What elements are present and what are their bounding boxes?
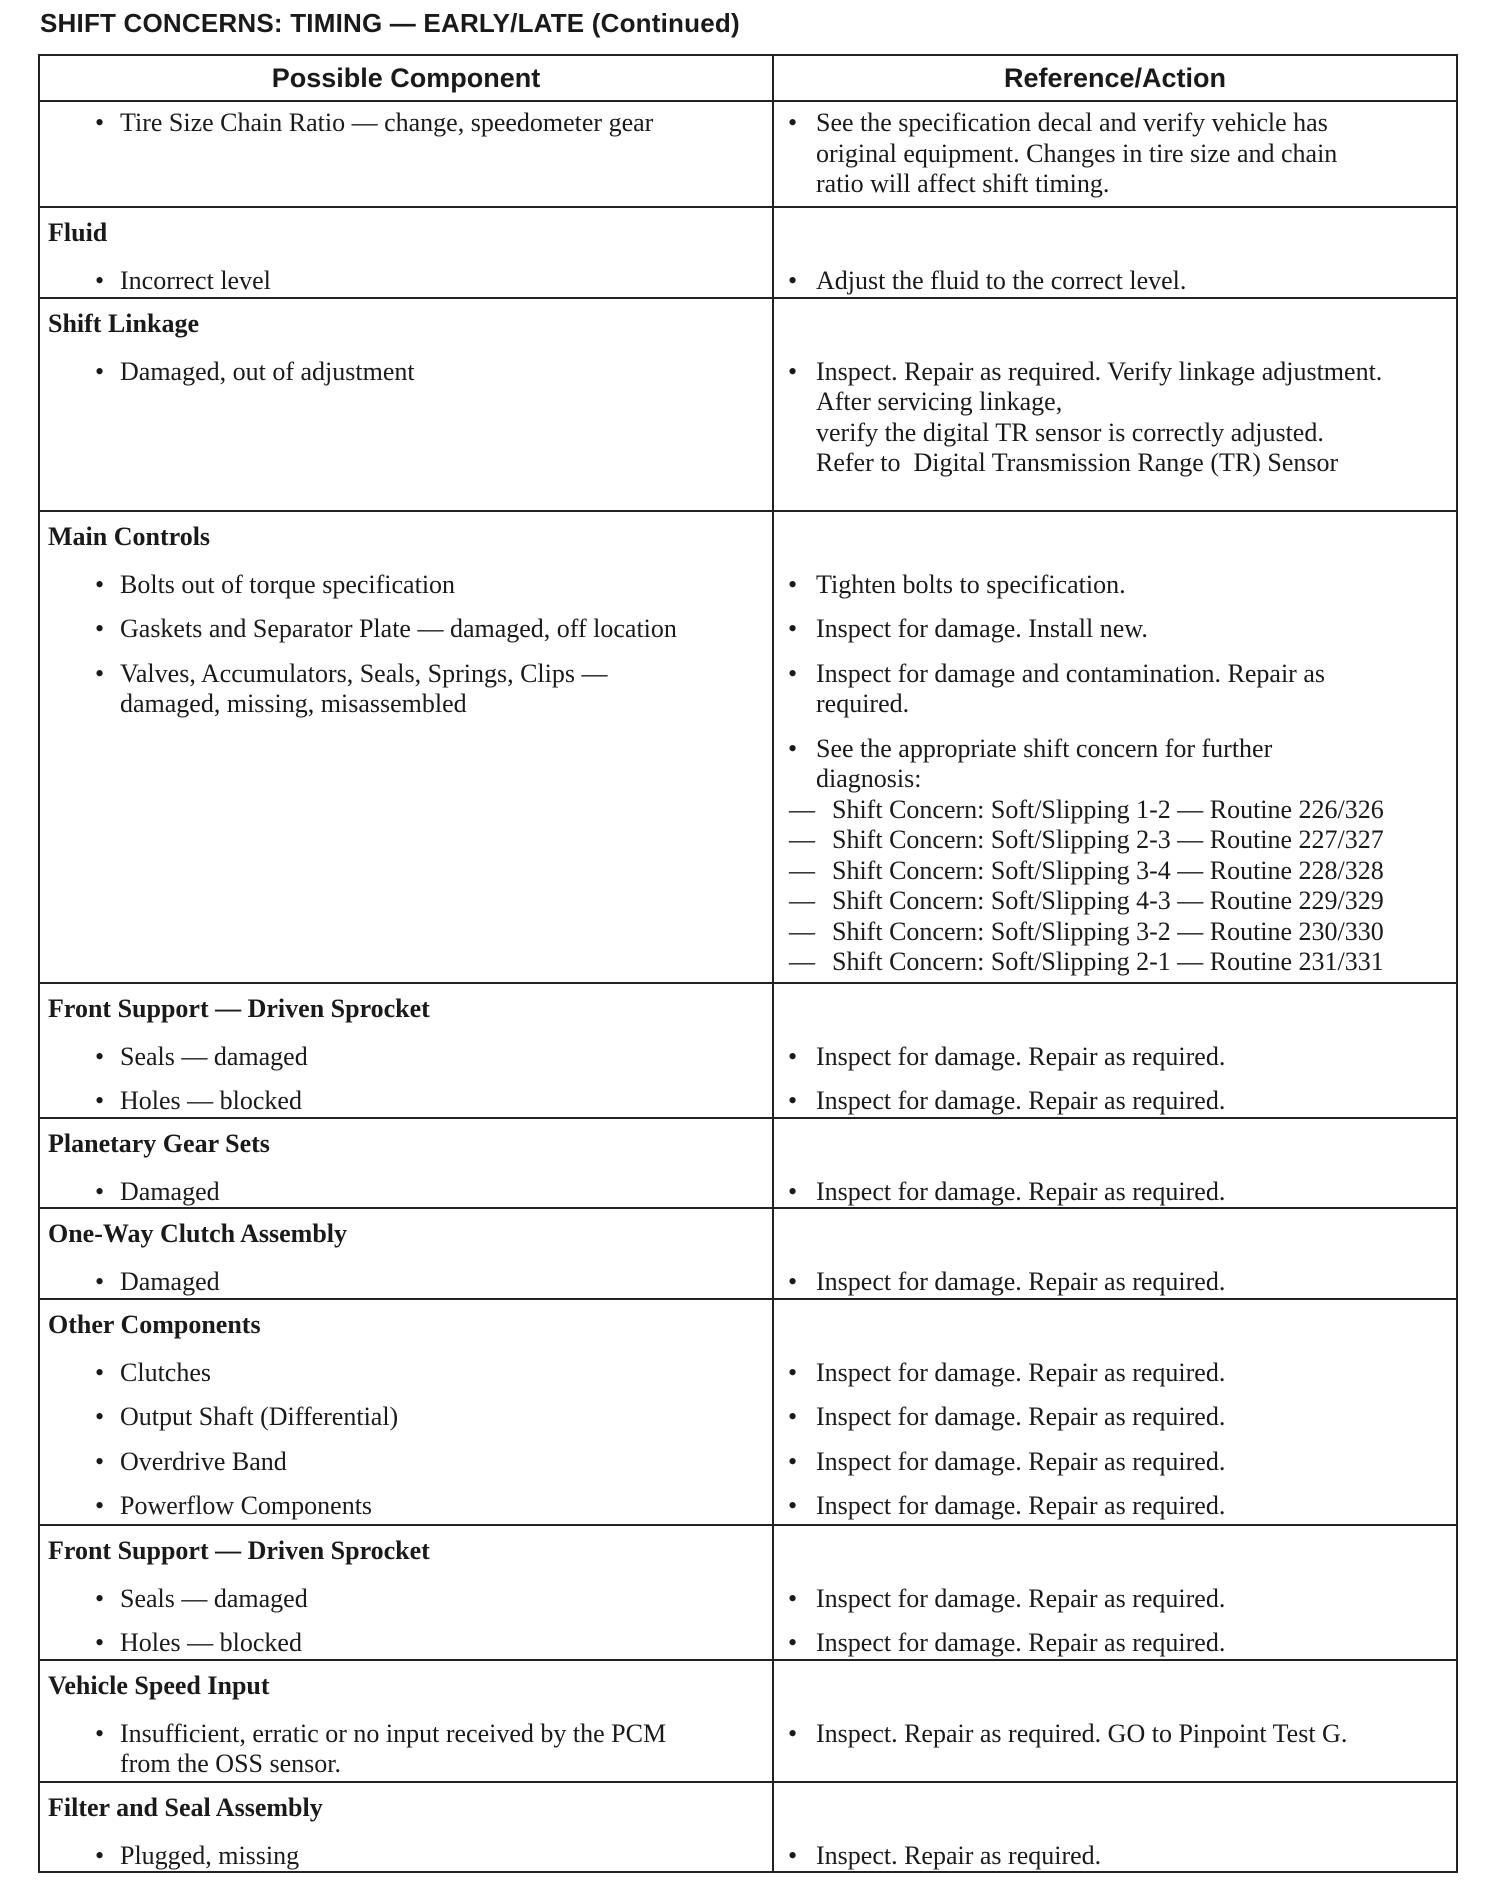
action-cell xyxy=(773,101,1457,207)
component-line: Insufficient, erratic or no input received by the PCM xyxy=(120,1718,667,1748)
bullet: • xyxy=(788,108,798,137)
component-cell xyxy=(39,1525,773,1660)
table-row xyxy=(39,1660,1457,1782)
bullet: • xyxy=(95,1583,105,1613)
component-item xyxy=(40,1402,772,1433)
component-item xyxy=(40,357,772,388)
routine-text: Shift Concern: Soft/Slipping 3-2 — Routine 230/330 xyxy=(832,916,1384,946)
group-heading: Main Controls xyxy=(48,521,211,551)
action-cell xyxy=(773,983,1457,1118)
action-text: Inspect for damage. Install new. xyxy=(816,614,1148,643)
action-line: required. xyxy=(816,689,910,718)
component-text: Clutches xyxy=(120,1357,211,1387)
component-cell xyxy=(39,101,773,207)
dash: — xyxy=(789,947,815,976)
component-text: Incorrect level xyxy=(120,266,271,295)
action-cell xyxy=(773,1299,1457,1525)
bullet: • xyxy=(95,1176,105,1206)
component-item xyxy=(40,1086,772,1117)
bullet: • xyxy=(95,108,105,137)
component-item xyxy=(40,1491,772,1522)
group-heading: Front Support — Driven Sprocket xyxy=(48,1535,430,1565)
table-row xyxy=(39,1525,1457,1660)
bullet: • xyxy=(95,569,105,599)
action-item xyxy=(774,734,1456,795)
action-cell xyxy=(773,1782,1457,1873)
routine-ref xyxy=(774,825,1456,856)
action-item xyxy=(774,659,1456,720)
routine-ref xyxy=(774,947,1456,978)
dash: — xyxy=(789,916,815,946)
component-text: Powerflow Components xyxy=(120,1491,373,1520)
bullet: • xyxy=(95,1402,105,1431)
action-item xyxy=(774,108,1456,200)
action-item xyxy=(774,1177,1456,1208)
action-line: diagnosis: xyxy=(816,764,922,793)
action-line: After servicing linkage, xyxy=(816,387,1063,416)
bullet: • xyxy=(95,356,105,386)
component-text: Seals — damaged xyxy=(120,1583,308,1613)
component-text: Output Shaft (Differential) xyxy=(120,1402,399,1431)
component-item xyxy=(40,1628,772,1659)
table-row xyxy=(39,101,1457,207)
component-item xyxy=(40,659,772,720)
bullet: • xyxy=(788,1718,798,1748)
action-line: original equipment. Changes in tire size and chain xyxy=(816,138,1338,168)
component-line: Valves, Accumulators, Seals, Springs, Clips — xyxy=(120,658,608,688)
action-line: ratio will affect shift timing. xyxy=(816,169,1110,198)
table-row xyxy=(39,1118,1457,1209)
action-line: Inspect. Repair as required. Verify linkage adjustment. xyxy=(816,356,1383,386)
bullet: • xyxy=(788,733,798,763)
column-header-action: Reference/Action xyxy=(773,55,1457,101)
component-item xyxy=(40,1584,772,1615)
action-text: Inspect for damage. Repair as required. xyxy=(816,1267,1226,1296)
table-header-row xyxy=(39,55,1457,101)
page-title: SHIFT CONCERNS: TIMING — EARLY/LATE (Continued) xyxy=(40,8,740,38)
component-item xyxy=(40,614,772,645)
bullet: • xyxy=(95,1491,105,1520)
action-item xyxy=(774,1719,1456,1750)
component-text: Tire Size Chain Ratio — change, speedometer gear xyxy=(120,108,654,137)
bullet: • xyxy=(95,1086,105,1115)
routine-text: Shift Concern: Soft/Slipping 2-1 — Routine 231/331 xyxy=(832,947,1384,976)
action-cell xyxy=(773,1525,1457,1660)
column-header-component: Possible Component xyxy=(39,55,773,101)
action-item xyxy=(774,1584,1456,1615)
group-heading: Front Support — Driven Sprocket xyxy=(48,993,430,1023)
bullet: • xyxy=(788,266,798,295)
action-item xyxy=(774,266,1456,297)
component-text: Gaskets and Separator Plate — damaged, off location xyxy=(120,614,677,643)
table-row xyxy=(39,983,1457,1118)
table-row xyxy=(39,1299,1457,1525)
component-item xyxy=(40,1267,772,1298)
component-item xyxy=(40,1042,772,1073)
action-line: See the specification decal and verify vehicle has xyxy=(816,108,1328,137)
bullet: • xyxy=(788,1583,798,1613)
action-cell xyxy=(773,298,1457,511)
action-text: Inspect. Repair as required. GO to Pinpoint Test G. xyxy=(816,1718,1348,1748)
action-text: Inspect for damage. Repair as required. xyxy=(816,1446,1226,1476)
component-cell xyxy=(39,298,773,511)
routine-ref xyxy=(774,917,1456,948)
table-row xyxy=(39,1782,1457,1873)
action-text: Inspect for damage. Repair as required. xyxy=(816,1491,1226,1520)
component-item xyxy=(40,108,772,139)
component-text: Damaged xyxy=(120,1267,220,1296)
group-heading: Fluid xyxy=(48,218,108,247)
component-cell xyxy=(39,511,773,983)
bullet: • xyxy=(788,356,798,386)
component-cell xyxy=(39,1299,773,1525)
component-item xyxy=(40,570,772,601)
table-row xyxy=(39,1208,1457,1299)
action-item xyxy=(774,614,1456,645)
group-heading: Vehicle Speed Input xyxy=(48,1670,270,1700)
bullet: • xyxy=(788,1840,798,1870)
action-item xyxy=(774,1402,1456,1433)
bullet: • xyxy=(788,1086,798,1115)
routine-text: Shift Concern: Soft/Slipping 3-4 — Routine 228/328 xyxy=(832,855,1384,885)
bullet: • xyxy=(95,266,105,295)
action-line: Inspect for damage and contamination. Repair as xyxy=(816,658,1325,688)
action-text: Inspect for damage. Repair as required. xyxy=(816,1357,1226,1387)
action-text: Inspect for damage. Repair as required. xyxy=(816,1086,1226,1115)
component-cell xyxy=(39,1118,773,1209)
action-cell xyxy=(773,1118,1457,1209)
component-text: Overdrive Band xyxy=(120,1446,287,1476)
group-heading: Planetary Gear Sets xyxy=(48,1128,270,1158)
bullet: • xyxy=(788,1357,798,1387)
diagnosis-table xyxy=(38,54,1458,1873)
action-line: See the appropriate shift concern for further xyxy=(816,733,1273,763)
bullet: • xyxy=(788,1491,798,1520)
action-cell xyxy=(773,1660,1457,1782)
bullet: • xyxy=(95,1628,105,1657)
bullet: • xyxy=(95,1041,105,1071)
routine-ref xyxy=(774,886,1456,917)
bullet: • xyxy=(788,1041,798,1071)
routine-text: Shift Concern: Soft/Slipping 1-2 — Routine 226/326 xyxy=(832,794,1384,824)
action-text: Inspect for damage. Repair as required. xyxy=(816,1583,1226,1613)
action-cell xyxy=(773,511,1457,983)
component-text: Plugged, missing xyxy=(120,1840,300,1870)
component-item xyxy=(40,266,772,297)
component-cell xyxy=(39,1782,773,1873)
group-heading: Other Components xyxy=(48,1309,261,1339)
action-item xyxy=(774,1086,1456,1117)
component-cell xyxy=(39,1208,773,1299)
component-item xyxy=(40,1841,772,1872)
dash: — xyxy=(789,794,815,824)
bullet: • xyxy=(95,1718,105,1748)
bullet: • xyxy=(788,569,798,599)
action-text: Tighten bolts to specification. xyxy=(816,569,1126,599)
component-cell xyxy=(39,983,773,1118)
component-line: damaged, missing, misassembled xyxy=(120,689,467,718)
action-item xyxy=(774,1358,1456,1389)
action-line: Refer to Digital Transmission Range (TR) Sensor xyxy=(816,448,1339,477)
bullet: • xyxy=(788,1628,798,1657)
action-cell xyxy=(773,1208,1457,1299)
group-heading: Filter and Seal Assembly xyxy=(48,1792,323,1822)
action-cell xyxy=(773,207,1457,298)
action-text: Inspect for damage. Repair as required. xyxy=(816,1041,1226,1071)
group-heading: Shift Linkage xyxy=(48,308,199,338)
bullet: • xyxy=(788,614,798,643)
component-text: Damaged xyxy=(120,1176,220,1206)
action-text: Adjust the fluid to the correct level. xyxy=(816,266,1187,295)
bullet: • xyxy=(95,1267,105,1296)
bullet: • xyxy=(95,1840,105,1870)
bullet: • xyxy=(95,658,105,688)
action-text: Inspect. Repair as required. xyxy=(816,1840,1102,1870)
dash: — xyxy=(789,855,815,885)
component-text: Holes — blocked xyxy=(120,1628,302,1657)
action-text: Inspect for damage. Repair as required. xyxy=(816,1176,1226,1206)
action-item xyxy=(774,1267,1456,1298)
bullet: • xyxy=(788,1446,798,1476)
bullet: • xyxy=(788,1402,798,1431)
action-text: Inspect for damage. Repair as required. xyxy=(816,1628,1226,1657)
bullet: • xyxy=(788,1176,798,1206)
component-item xyxy=(40,1177,772,1208)
action-item xyxy=(774,570,1456,601)
action-item xyxy=(774,357,1456,479)
group-heading: One-Way Clutch Assembly xyxy=(48,1219,348,1248)
dash: — xyxy=(789,886,815,915)
bullet: • xyxy=(95,1446,105,1476)
bullet: • xyxy=(95,1357,105,1387)
table-row xyxy=(39,298,1457,511)
bullet: • xyxy=(788,1267,798,1296)
action-text: Inspect for damage. Repair as required. xyxy=(816,1402,1226,1431)
routine-ref xyxy=(774,856,1456,887)
component-text: Bolts out of torque specification xyxy=(120,569,456,599)
component-text: Seals — damaged xyxy=(120,1041,308,1071)
component-item xyxy=(40,1447,772,1478)
component-item xyxy=(40,1358,772,1389)
routine-ref xyxy=(774,795,1456,826)
action-line: verify the digital TR sensor is correctly adjusted. xyxy=(816,417,1324,447)
component-cell xyxy=(39,207,773,298)
component-item xyxy=(40,1719,772,1780)
bullet: • xyxy=(788,658,798,688)
routine-text: Shift Concern: Soft/Slipping 4-3 — Routine 229/329 xyxy=(832,886,1384,915)
action-item xyxy=(774,1042,1456,1073)
dash: — xyxy=(789,825,815,854)
bullet: • xyxy=(95,614,105,643)
action-item xyxy=(774,1491,1456,1522)
routine-text: Shift Concern: Soft/Slipping 2-3 — Routine 227/327 xyxy=(832,825,1384,854)
action-item xyxy=(774,1447,1456,1478)
table-row xyxy=(39,207,1457,298)
component-text: Damaged, out of adjustment xyxy=(120,356,415,386)
action-item xyxy=(774,1841,1456,1872)
table-row xyxy=(39,511,1457,983)
component-cell xyxy=(39,1660,773,1782)
component-text: Holes — blocked xyxy=(120,1086,302,1115)
action-item xyxy=(774,1628,1456,1659)
component-line: from the OSS sensor. xyxy=(120,1749,341,1778)
